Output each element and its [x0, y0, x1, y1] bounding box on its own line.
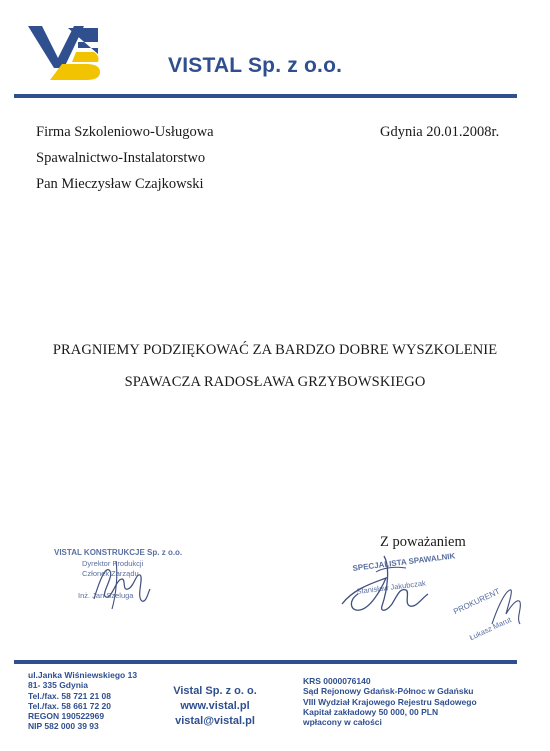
left-stamp-role: Członek Zarządu — [82, 569, 139, 578]
proxy-stamp-name: Łukasz Marut — [468, 614, 513, 643]
left-stamp-title: Dyrektor Produkcji — [82, 559, 144, 568]
left-stamp-name: Inż. Jan Szeluga — [78, 591, 134, 600]
body-line-1: PRAGNIEMY PODZIĘKOWAĆ ZA BARDZO DOBRE WYSZKOLENIE — [52, 342, 498, 358]
right-stamp-title: SPECJALISTA SPAWALNIK — [352, 551, 456, 573]
footer-regon: REGON 190522969 — [28, 711, 105, 722]
body-line-2: SPAWACZA RADOSŁAWA GRZYBOWSKIEGO — [124, 374, 426, 390]
footer-paid: wpłacony w całości — [303, 717, 382, 728]
footer-court: Sąd Rejonowy Gdańsk-Północ w Gdańsku — [303, 686, 474, 697]
proxy-signature — [486, 584, 526, 634]
place-and-date: Gdynia 20.01.2008r. — [380, 124, 500, 140]
header-divider — [14, 94, 517, 98]
left-stamp-company: VISTAL KONSTRUKCJE Sp. z o.o. — [54, 548, 183, 557]
footer-division: VIII Wydział Krajowego Rejestru Sądowego — [303, 696, 477, 707]
proxy-stamp-title: PROKURENT — [452, 586, 502, 617]
right-signature — [336, 548, 432, 618]
right-stamp-name: Stanisław Jakubczak — [356, 578, 427, 596]
recipient-line-2: Spawalnictwo-Instalatorstwo — [36, 150, 206, 166]
footer-city: 81- 335 Gdynia — [28, 680, 89, 691]
closing-phrase: Z poważaniem — [380, 534, 466, 550]
footer-divider — [14, 660, 517, 664]
company-name-heading: VISTAL Sp. z o.o. — [168, 54, 343, 77]
footer-phone-1: Tel./fax. 58 721 21 08 — [28, 690, 112, 701]
footer-email-link[interactable]: vistal@vistal.pl — [175, 715, 255, 727]
recipient-line-1: Firma Szkoleniowo-Usługowa — [36, 124, 214, 140]
footer-website-link[interactable]: www.vistal.pl — [180, 700, 250, 712]
footer-address: ul.Janka Wiśniewskiego 13 — [28, 670, 138, 680]
footer-phone-2: Tel./fax. 58 661 72 20 — [28, 700, 112, 711]
footer-krs: KRS 0000076140 — [303, 676, 371, 686]
footer-company: Vistal Sp. z o. o. — [173, 685, 257, 697]
footer-center-block — [165, 684, 265, 729]
left-signature — [86, 555, 152, 611]
footer-right-block — [303, 676, 477, 727]
recipient-line-3: Pan Mieczysław Czajkowski — [36, 176, 204, 192]
footer-left-block — [28, 670, 137, 732]
vistal-logo — [28, 22, 100, 82]
footer-capital: Kapitał zakładowy 50 000, 00 PLN — [303, 706, 439, 717]
footer-nip: NIP 582 000 39 93 — [28, 721, 99, 732]
